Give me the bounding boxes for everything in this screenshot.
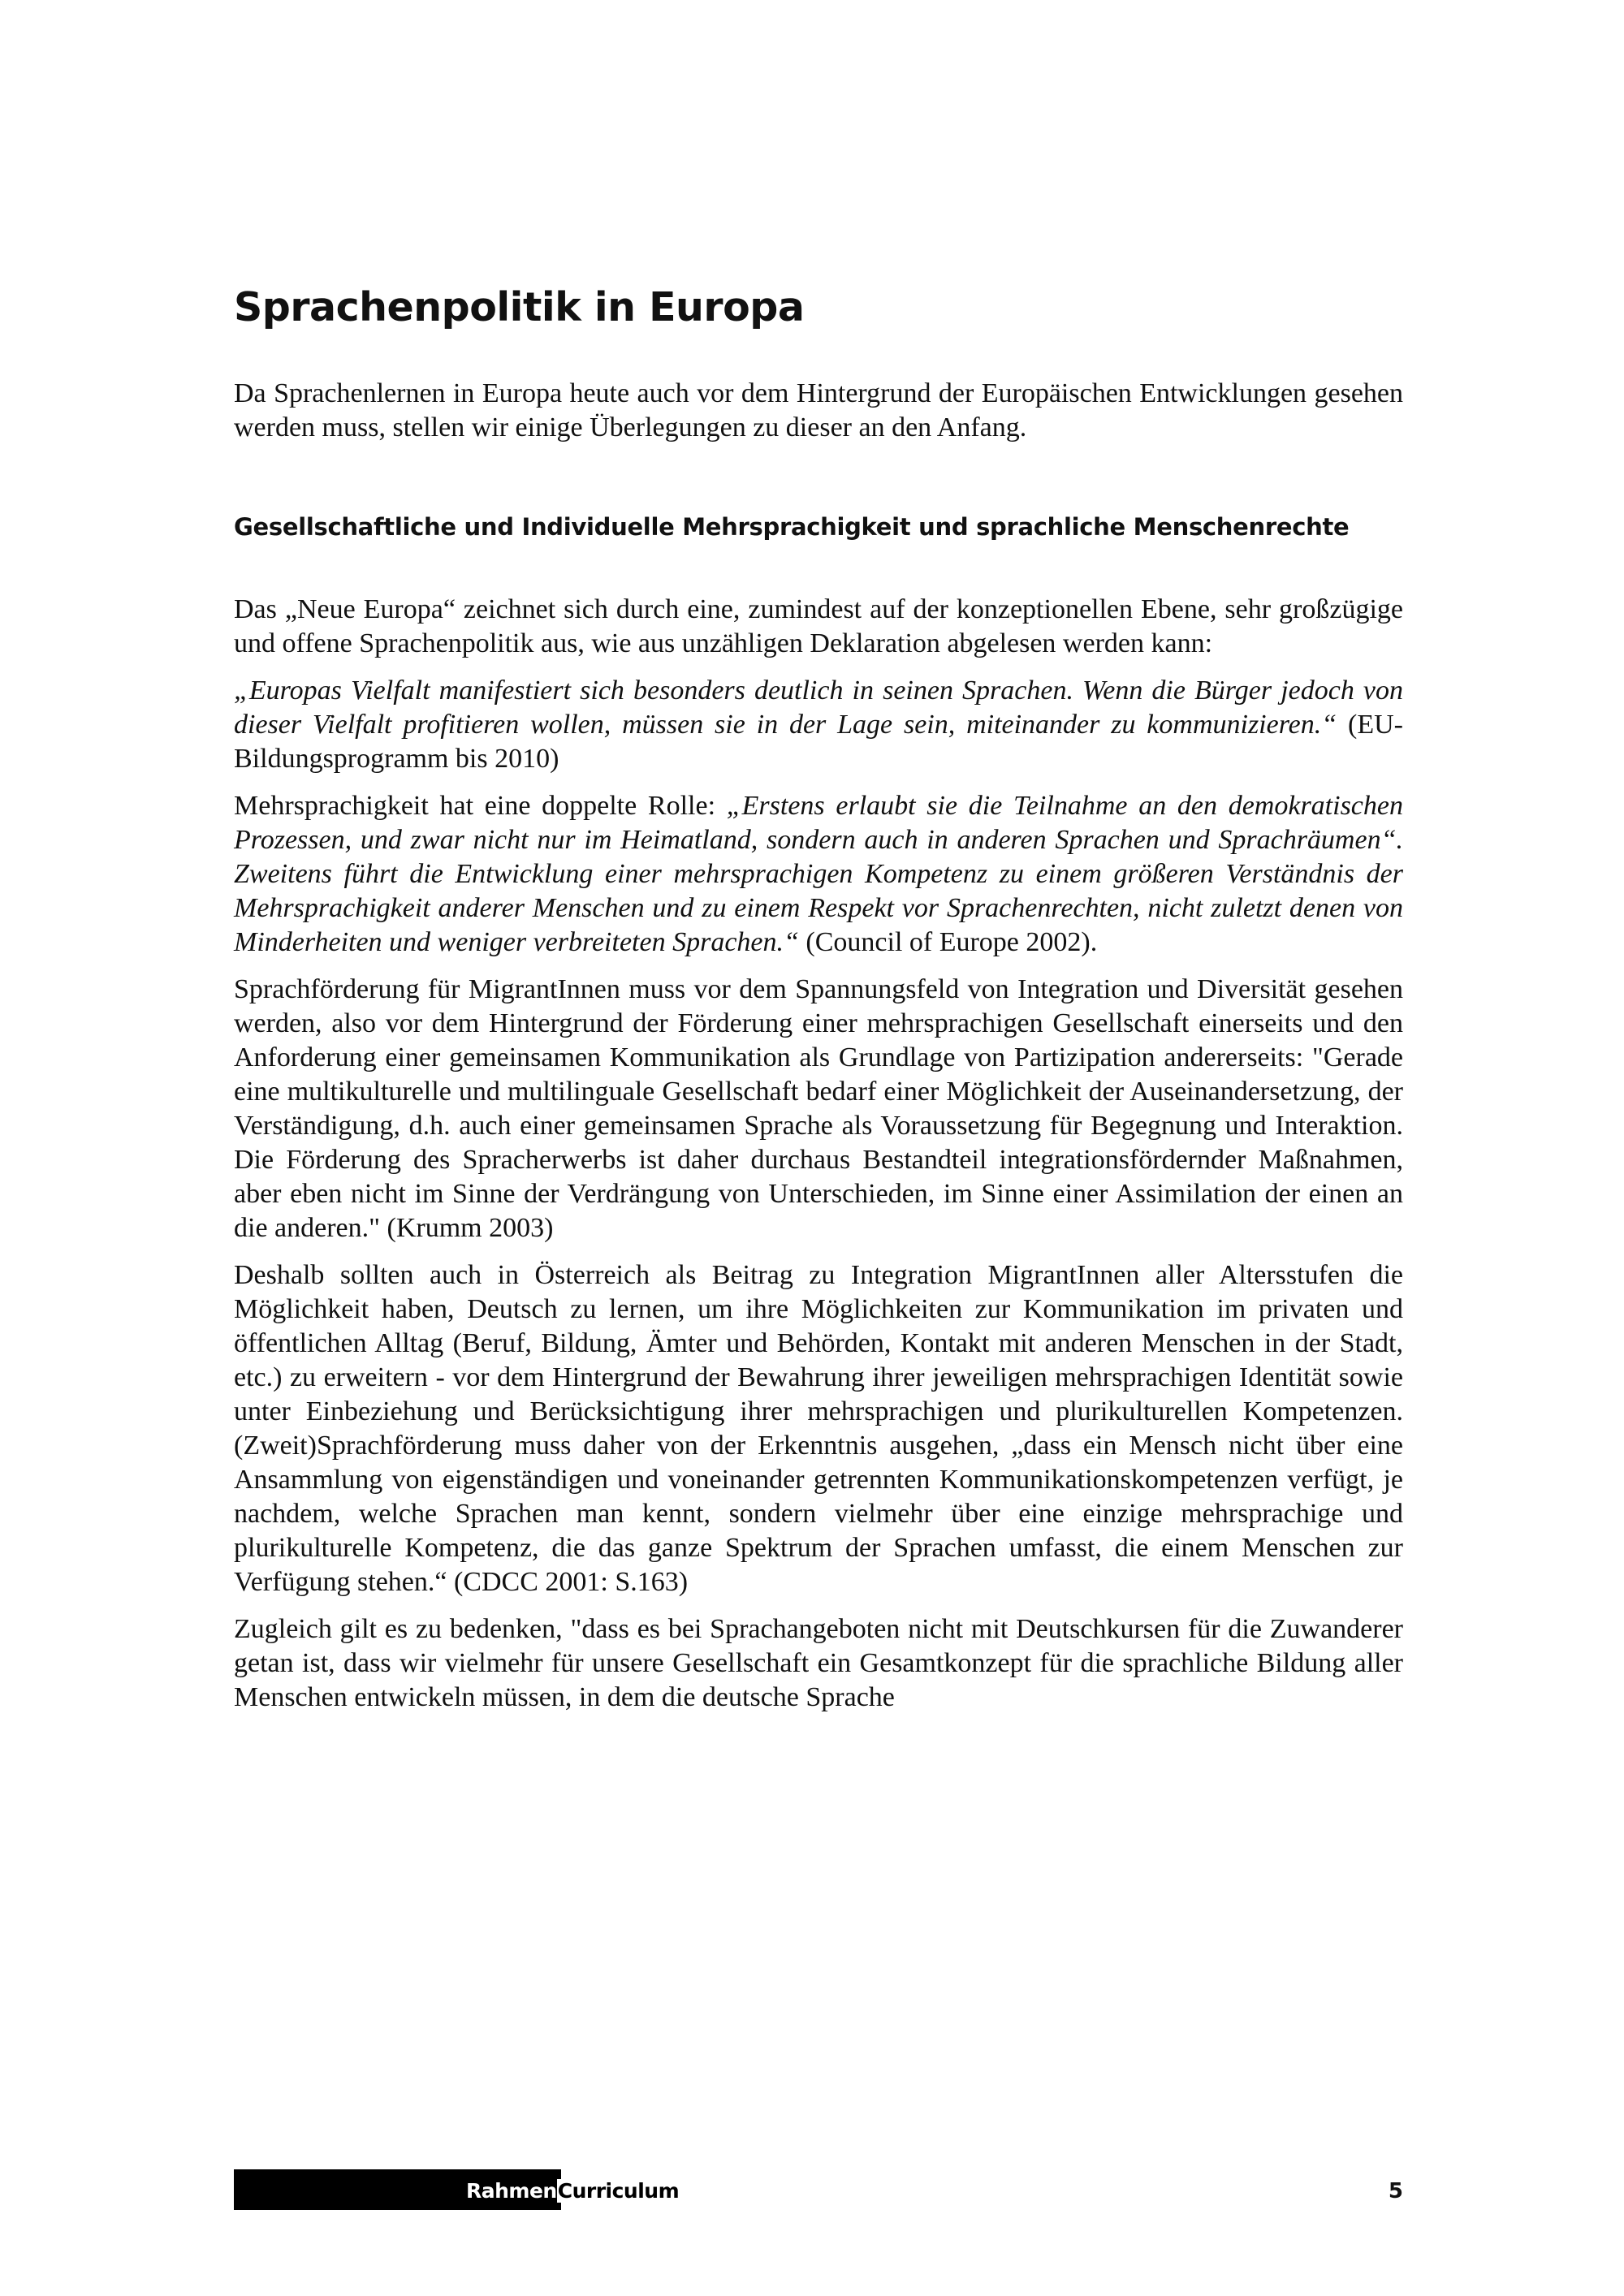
quote-source: (EU-Bildungsprogramm bis 2010) bbox=[234, 710, 1403, 774]
quote-text: „Erstens erlaubt sie die Teilnahme an den demokratischen Prozessen, und zwar nicht nur im Heimatland, sondern auch in anderen Sprachen und Sprachräumen“. Zweitens führt die Entwicklung einer mehrsprachigen Kompetenz zu einem größeren Verständnis der Mehrsprachigkeit anderer Menschen und zu einem Respekt vor Sprachenrechten, nicht zuletzt denen von Minderheiten und weniger verbreiteten Sprachen.“ bbox=[234, 791, 1403, 957]
paragraph-neues-europa: Das „Neue Europa“ zeichnet sich durch eine, zumindest auf der konzeptionellen Ebene, sehr großzügige und offene Sprachenpolitik aus, wie aus unzähligen Deklaration abgelesen werden kann: bbox=[234, 594, 1403, 658]
logo-part-rahmen: Rahmen bbox=[466, 2179, 557, 2203]
paragraph-oesterreich: Deshalb sollten auch in Österreich als Beitrag zu Integration MigrantInnen aller Altersstufen die Möglichkeit haben, Deutsch zu lernen, um ihre Möglichkeiten zur Kommunikation im privaten und öffentlichen Alltag (Beruf, Bildung, Ämter und Behörden, Kontakt mit anderen Menschen in der Stadt, etc.) zu erweitern - vor dem Hintergrund der Bewahrung ihrer jeweiligen mehrsprachigen Identität sowie unter Einbeziehung und Berücksichtigung ihrer mehrsprachigen und plurikulturellen Kompetenzen. (Zweit)Sprachförderung muss daher von der Erkenntnis ausgehen, „dass ein Mensch nicht über eine Ansammlung von eigenständigen und voneinander getrennten Kommunikationskompetenzen verfügt, je nachdem, welche Sprachen man kennt, sondern vielmehr über eine einzige mehrsprachige und plurikulturelle Kompetenz, die das ganze Spektrum der Sprachen umfasst, die einem Menschen zur Verfügung stehen.“ (CDCC 2001: S.163) bbox=[234, 1260, 1403, 1597]
footer-logo bbox=[466, 2179, 680, 2203]
quote-source: (Council of Europe 2002). bbox=[798, 927, 1098, 957]
logo-part-curriculum: Curriculum bbox=[557, 2179, 680, 2203]
page bbox=[234, 0, 1403, 2296]
paragraph-lead: Mehrsprachigkeit hat eine doppelte Rolle: bbox=[234, 791, 727, 821]
page-title: Sprachenpolitik in Europa bbox=[234, 284, 805, 330]
section-heading: Gesellschaftliche und Individuelle Mehrsprachigkeit und sprachliche Menschenrechte bbox=[234, 513, 1350, 541]
paragraph-zugleich: Zugleich gilt es zu bedenken, "dass es bei Sprachangeboten nicht mit Deutschkursen für die Zuwanderer getan ist, dass wir vielmehr für unsere Gesellschaft ein Gesamtkonzept für die sprachliche Bildung aller Menschen entwickeln müssen, in dem die deutsche Sprache bbox=[234, 1614, 1403, 1712]
quote-text: „Europas Vielfalt manifestiert sich besonders deutlich in seinen Sprachen. Wenn die Bürger jedoch von dieser Vielfalt profitieren wollen, müssen sie in der Lage sein, miteinander zu kommunizieren.“ bbox=[234, 675, 1403, 740]
intro-paragraph: Da Sprachenlernen in Europa heute auch vor dem Hintergrund der Europäischen Entwicklungen gesehen werden muss, stellen wir einige Überlegungen zu dieser an den Anfang. bbox=[234, 378, 1403, 442]
paragraph-mehrsprachigkeit-rolle bbox=[234, 789, 1403, 960]
quote-eu-bildungsprogramm bbox=[234, 674, 1403, 776]
page-number: 5 bbox=[1388, 2179, 1403, 2203]
section-body bbox=[234, 593, 1403, 1728]
paragraph-sprachfoerderung: Sprachförderung für MigrantInnen muss vor dem Spannungsfeld von Integration und Diversität gesehen werden, also vor dem Hintergrund der Förderung einer mehrsprachigen Gesellschaft einerseits und den Anforderung einer gemeinsamen Kommunikation als Grundlage von Partizipation andererseits: "Gerade eine multikulturelle und multilinguale Gesellschaft bedarf einer Möglichkeit der Auseinandersetzung, der Verständigung, d.h. auch einer gemeinsamen Sprache als Voraussetzung für Begegnung und Interaktion. Die Förderung des Spracherwerbs ist daher durchaus Bestandteil integrationsfördernder Maßnahmen, aber eben nicht im Sinne der Verdrängung von Unterschieden, im Sinne einer Assimilation der einen an die anderen." (Krumm 2003) bbox=[234, 974, 1403, 1243]
